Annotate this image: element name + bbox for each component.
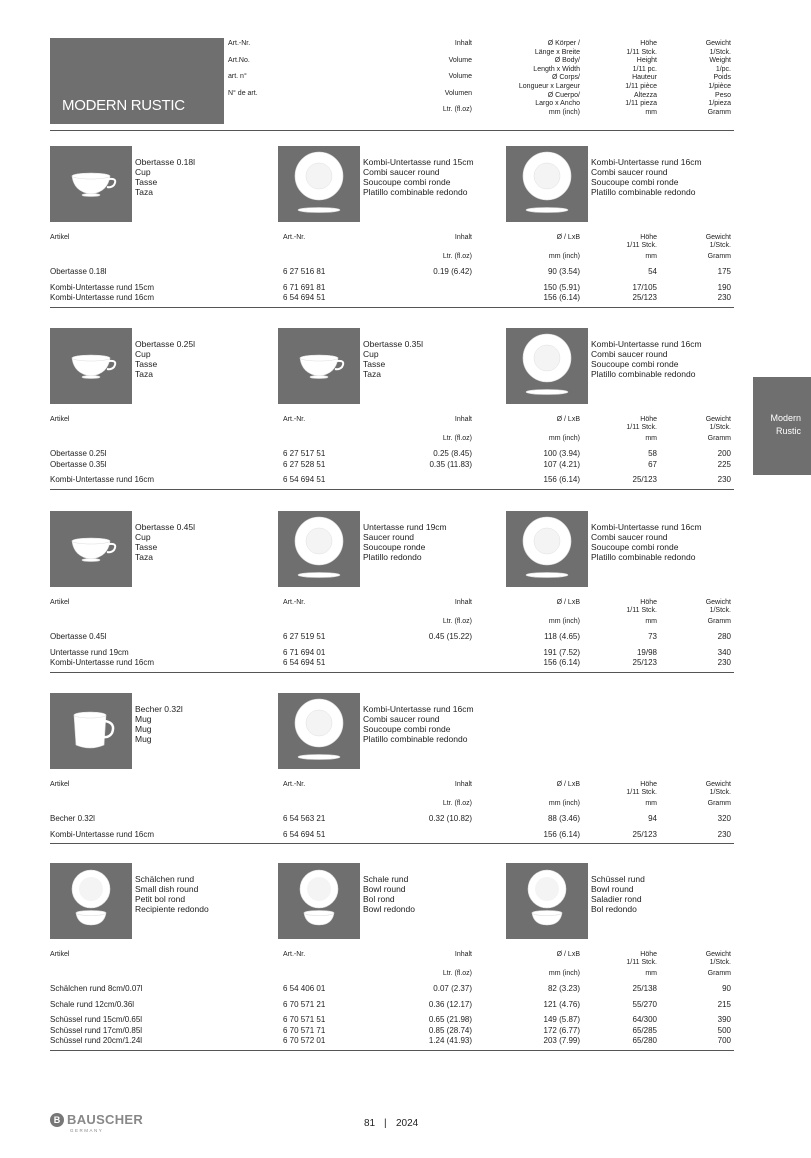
product-name-block — [363, 704, 474, 744]
unit-mm: mm — [645, 800, 657, 807]
product-name: Obertasse 0.25l — [135, 339, 196, 349]
product-translation: Bowl redondo — [363, 904, 415, 914]
col-hoehe-sub: 1/11 Stck. — [626, 242, 657, 249]
row-diameter: 156 (6.14) — [543, 658, 580, 667]
row-artnr: 6 27 517 51 — [283, 449, 326, 458]
product-name: Schälchen rund — [135, 874, 195, 884]
row-weight: 320 — [717, 814, 731, 823]
row-weight: 500 — [717, 1025, 731, 1035]
cup-icon — [50, 146, 132, 222]
product-name-block — [591, 339, 702, 379]
col-gewicht: Gewicht — [705, 951, 731, 958]
row-height: 65/285 — [632, 1025, 657, 1035]
collection-title: MODERN RUSTIC — [62, 97, 185, 114]
product-translation: Platillo combinable redondo — [591, 552, 696, 562]
col-artnr: Art.-Nr. — [283, 416, 306, 423]
row-artnr: 6 54 563 21 — [283, 814, 326, 823]
unit-gramm: Gramm — [707, 253, 731, 260]
row-height: 25/123 — [632, 829, 657, 839]
row-weight: 340 — [717, 647, 731, 657]
product-translation: Platillo combinable redondo — [363, 187, 468, 197]
row-diameter: 156 (6.14) — [543, 829, 580, 839]
saucer-icon — [506, 146, 588, 222]
header-divider — [50, 130, 734, 131]
product-translation: Small dish round — [135, 884, 199, 894]
product-translation: Cup — [363, 349, 379, 359]
unit-ltr: Ltr. (fl.oz) — [442, 970, 472, 977]
row-diameter: 90 (3.54) — [547, 267, 580, 276]
row-height: 54 — [648, 267, 657, 276]
row-artnr: 6 27 516 81 — [283, 267, 326, 276]
product-translation: Platillo combinable redondo — [591, 369, 696, 379]
unit-mm: mm — [645, 618, 657, 625]
col-gewicht: Gewicht — [705, 599, 731, 606]
row-article: Becher 0.32l — [50, 814, 95, 823]
product-name: Schüssel rund — [591, 874, 645, 884]
row-artnr: 6 27 519 51 — [283, 632, 326, 641]
col-gewicht-sub: 1/Stck. — [709, 607, 731, 614]
product-translation: Combi saucer round — [591, 167, 668, 177]
product-name: Kombi-Untertasse rund 16cm — [591, 522, 702, 532]
product-translation: Bowl round — [591, 884, 634, 894]
unit-gramm: Gramm — [707, 618, 731, 625]
row-volume: 0.35 (11.83) — [429, 459, 472, 469]
row-artnr: 6 70 571 21 — [283, 999, 326, 1009]
product-translation: Mug — [135, 714, 152, 724]
row-diameter: 82 (3.23) — [547, 984, 580, 993]
row-volume: 0.36 (12.17) — [428, 999, 472, 1009]
product-name-block — [591, 157, 702, 197]
product-translation: Tasse — [135, 177, 158, 187]
section-divider — [50, 843, 734, 844]
product-translation: Cup — [135, 349, 151, 359]
cup-icon — [278, 328, 360, 404]
row-volume: 0.07 (2.37) — [433, 984, 472, 993]
row-height: 25/123 — [632, 658, 657, 667]
col-gewicht: Gewicht — [705, 781, 731, 788]
product-name-block — [591, 874, 645, 914]
row-height: 58 — [648, 449, 657, 458]
unit-ltr: Ltr. (fl.oz) — [442, 253, 472, 260]
section-divider — [50, 307, 734, 308]
unit-mm-inch: mm (inch) — [548, 800, 580, 807]
product-name: Kombi-Untertasse rund 16cm — [591, 339, 702, 349]
saucer-icon — [278, 511, 360, 587]
col-hoehe-sub: 1/11 Stck. — [626, 959, 657, 966]
header-inhalt: Inhalt Volume Volume Volumen Ltr. (fl.oz) — [442, 40, 472, 114]
row-artnr: 6 71 691 81 — [283, 282, 326, 292]
col-hoehe: Höhe — [640, 599, 657, 606]
row-article: Kombi-Untertasse rund 16cm — [50, 658, 155, 667]
row-height: 25/123 — [632, 293, 657, 302]
product-translation: Taza — [135, 187, 153, 197]
row-weight: 230 — [717, 475, 731, 484]
row-article: Schüssel rund 17cm/0.85l — [50, 1025, 143, 1035]
col-inhalt: Inhalt — [454, 599, 472, 606]
col-artikel: Artikel — [50, 781, 70, 788]
product-translation: Tasse — [363, 359, 386, 369]
product-translation: Mug — [135, 734, 152, 744]
collection-title-box — [50, 38, 224, 124]
col-artikel: Artikel — [50, 416, 70, 423]
side-tab-modern-rustic[interactable] — [753, 377, 811, 475]
row-height: 55/270 — [632, 999, 657, 1009]
row-weight: 700 — [717, 1036, 731, 1045]
product-name: Kombi-Untertasse rund 16cm — [363, 704, 474, 714]
row-artnr: 6 54 694 51 — [283, 658, 326, 667]
saucer-icon — [278, 146, 360, 222]
row-height: 67 — [648, 459, 657, 469]
row-artnr: 6 27 528 51 — [283, 459, 326, 469]
product-translation: Soucoupe ronde — [363, 542, 426, 552]
bauscher-logo — [50, 1112, 144, 1133]
row-artnr: 6 71 694 01 — [283, 647, 326, 657]
unit-mm: mm — [645, 253, 657, 260]
row-article: Schüssel rund 15cm/0.65l — [50, 1015, 143, 1024]
col-gewicht: Gewicht — [705, 234, 731, 241]
row-weight: 175 — [717, 267, 731, 276]
side-tab-line1: Modern — [770, 413, 801, 423]
col-gewicht: Gewicht — [705, 416, 731, 423]
product-name-block — [363, 339, 423, 379]
side-tab-line2: Rustic — [775, 426, 801, 436]
header-artnr: Art.-Nr. Art.No. art. n° N° de art. — [228, 40, 258, 97]
unit-ltr: Ltr. (fl.oz) — [442, 435, 472, 442]
product-translation: Soucoupe combi ronde — [591, 177, 679, 187]
col-artnr: Art.-Nr. — [283, 599, 306, 606]
row-diameter: 203 (7.99) — [543, 1036, 580, 1045]
unit-gramm: Gramm — [707, 970, 731, 977]
product-translation: Bol redondo — [591, 904, 637, 914]
unit-mm-inch: mm (inch) — [548, 970, 580, 977]
row-article: Obertasse 0.18l — [50, 267, 107, 276]
col-gewicht-sub: 1/Stck. — [709, 959, 731, 966]
row-artnr: 6 70 572 01 — [283, 1036, 326, 1045]
row-diameter: 121 (4.76) — [543, 999, 580, 1009]
product-name: Untertasse rund 19cm — [363, 522, 447, 532]
product-translation: Mug — [135, 724, 152, 734]
unit-mm: mm — [645, 970, 657, 977]
col-diameter: Ø / LxB — [556, 599, 580, 606]
row-article: Untertasse rund 19cm — [50, 647, 129, 657]
product-name-block — [135, 157, 195, 197]
unit-ltr: Ltr. (fl.oz) — [442, 618, 472, 625]
col-inhalt: Inhalt — [454, 416, 472, 423]
col-gewicht-sub: 1/Stck. — [709, 424, 731, 431]
row-article: Obertasse 0.45l — [50, 632, 107, 641]
row-volume: 0.85 (28.74) — [428, 1025, 472, 1035]
row-weight: 230 — [717, 658, 731, 667]
product-translation: Soucoupe combi ronde — [363, 177, 451, 187]
col-hoehe-sub: 1/11 Stck. — [626, 424, 657, 431]
cup-icon — [50, 328, 132, 404]
section-divider — [50, 1050, 734, 1051]
row-artnr: 6 54 694 51 — [283, 475, 326, 484]
row-artnr: 6 70 571 51 — [283, 1015, 326, 1024]
unit-gramm: Gramm — [707, 435, 731, 442]
col-diameter: Ø / LxB — [556, 951, 580, 958]
row-article: Schüssel rund 20cm/1.24l — [50, 1036, 143, 1045]
col-inhalt: Inhalt — [454, 951, 472, 958]
product-name-block — [135, 339, 195, 379]
product-translation: Taza — [135, 369, 153, 379]
product-translation: Combi saucer round — [591, 349, 668, 359]
product-translation: Recipiente redondo — [135, 904, 209, 914]
product-name: Becher 0.32l — [135, 704, 183, 714]
row-weight: 190 — [717, 282, 731, 292]
product-translation: Cup — [135, 532, 151, 542]
row-volume: 0.32 (10.82) — [428, 814, 472, 823]
product-translation: Taza — [363, 369, 381, 379]
row-article: Kombi-Untertasse rund 16cm — [50, 475, 155, 484]
row-volume: 0.19 (6.42) — [433, 267, 472, 276]
product-translation: Cup — [135, 167, 151, 177]
row-height: 25/138 — [632, 984, 657, 993]
header-diameter: Ø Körper / Länge x Breite Ø Body/ Length x Width Ø Corps/ Longueur x Largeur Ø Cuerpo/ Largo x Ancho mm (inch) — [518, 40, 580, 116]
col-artnr: Art.-Nr. — [283, 951, 306, 958]
saucer-icon — [278, 693, 360, 769]
product-translation: Taza — [135, 552, 153, 562]
product-name: Schale rund — [363, 874, 409, 884]
col-hoehe: Höhe — [640, 951, 657, 958]
cup-icon — [50, 511, 132, 587]
row-weight: 225 — [717, 459, 731, 469]
col-diameter: Ø / LxB — [556, 781, 580, 788]
product-name-block — [363, 874, 415, 914]
product-translation: Combi saucer round — [363, 714, 440, 724]
row-weight: 230 — [717, 829, 731, 839]
row-height: 64/300 — [632, 1015, 657, 1024]
row-volume: 1.24 (41.93) — [428, 1036, 472, 1045]
row-article: Obertasse 0.25l — [50, 449, 107, 458]
product-translation: Platillo combinable redondo — [363, 734, 468, 744]
product-name: Obertasse 0.18l — [135, 157, 196, 167]
col-inhalt: Inhalt — [454, 781, 472, 788]
row-weight: 90 — [722, 984, 731, 993]
row-height: 17/105 — [632, 282, 657, 292]
row-volume: 0.25 (8.45) — [433, 449, 472, 458]
row-volume: 0.45 (15.22) — [428, 632, 472, 641]
row-article: Kombi-Untertasse rund 15cm — [50, 282, 155, 292]
product-name-block — [363, 157, 474, 197]
product-translation: Soucoupe combi ronde — [591, 359, 679, 369]
unit-ltr: Ltr. (fl.oz) — [442, 800, 472, 807]
row-article: Obertasse 0.35l — [50, 459, 107, 469]
product-name-block — [135, 522, 195, 562]
row-height: 25/123 — [632, 475, 657, 484]
row-article: Schale rund 12cm/0.36l — [50, 999, 135, 1009]
col-hoehe: Höhe — [640, 234, 657, 241]
footer-separator: | — [384, 1118, 387, 1129]
header-hoehe: Höhe 1/11 Stck. Height 1/11 pc. Hauteur 1/11 pièce Altezza 1/11 pieza mm — [625, 40, 657, 116]
product-translation: Bol rond — [363, 894, 395, 904]
unit-mm-inch: mm (inch) — [548, 253, 580, 260]
product-translation: Tasse — [135, 542, 158, 552]
product-name-block — [135, 704, 183, 744]
row-article: Schälchen rund 8cm/0.07l — [50, 984, 143, 993]
row-article: Kombi-Untertasse rund 16cm — [50, 293, 155, 302]
unit-gramm: Gramm — [707, 800, 731, 807]
row-height: 94 — [648, 814, 657, 823]
row-diameter: 172 (6.77) — [543, 1025, 580, 1035]
bauscher-logo-mark: B — [50, 1113, 64, 1127]
row-weight: 200 — [717, 449, 731, 458]
col-artikel: Artikel — [50, 599, 70, 606]
row-diameter: 156 (6.14) — [543, 293, 580, 302]
row-weight: 280 — [717, 632, 731, 641]
bauscher-logo-text: BAUSCHER — [67, 1112, 144, 1127]
col-artikel: Artikel — [50, 234, 70, 241]
section-divider — [50, 672, 734, 673]
row-diameter: 156 (6.14) — [543, 475, 580, 484]
row-weight: 215 — [717, 999, 731, 1009]
row-diameter: 150 (5.91) — [543, 282, 580, 292]
section-divider — [50, 489, 734, 490]
row-diameter: 100 (3.94) — [543, 449, 580, 458]
col-artikel: Artikel — [50, 951, 70, 958]
col-artnr: Art.-Nr. — [283, 781, 306, 788]
product-translation: Platillo combinable redondo — [591, 187, 696, 197]
product-name: Kombi-Untertasse rund 16cm — [591, 157, 702, 167]
row-volume: 0.65 (21.98) — [428, 1015, 472, 1024]
row-artnr: 6 70 571 71 — [283, 1025, 326, 1035]
row-article: Kombi-Untertasse rund 16cm — [50, 829, 155, 839]
footer-year: 2024 — [396, 1118, 419, 1129]
bowl-icon — [278, 863, 360, 939]
row-artnr: 6 54 406 01 — [283, 984, 326, 993]
product-translation: Combi saucer round — [591, 532, 668, 542]
bauscher-logo-subtext: GERMANY — [70, 1128, 104, 1133]
bowl-icon — [50, 863, 132, 939]
col-diameter: Ø / LxB — [556, 234, 580, 241]
product-translation: Combi saucer round — [363, 167, 440, 177]
unit-mm-inch: mm (inch) — [548, 618, 580, 625]
product-name-block — [591, 522, 702, 562]
unit-mm-inch: mm (inch) — [548, 435, 580, 442]
product-translation: Tasse — [135, 359, 158, 369]
product-translation: Saladier rond — [591, 894, 642, 904]
col-hoehe-sub: 1/11 Stck. — [626, 789, 657, 796]
row-height: 65/280 — [632, 1036, 657, 1045]
row-weight: 390 — [717, 1015, 731, 1024]
product-translation: Soucoupe combi ronde — [363, 724, 451, 734]
row-diameter: 191 (7.52) — [543, 647, 580, 657]
row-diameter: 118 (4.65) — [544, 632, 580, 641]
unit-mm: mm — [645, 435, 657, 442]
row-artnr: 6 54 694 51 — [283, 829, 326, 839]
row-height: 73 — [648, 632, 657, 641]
product-translation: Soucoupe combi ronde — [591, 542, 679, 552]
header-gewicht: Gewicht 1/Stck. Weight 1/pc. Poids 1/pièce Peso 1/pieza Gramm — [705, 40, 731, 116]
col-hoehe: Höhe — [640, 416, 657, 423]
mug-icon — [50, 693, 132, 769]
row-height: 19/98 — [636, 647, 657, 657]
row-artnr: 6 54 694 51 — [283, 293, 326, 302]
page-number: 81 — [364, 1118, 376, 1129]
col-inhalt: Inhalt — [454, 234, 472, 241]
product-translation: Bowl round — [363, 884, 406, 894]
col-diameter: Ø / LxB — [556, 416, 580, 423]
col-gewicht-sub: 1/Stck. — [709, 242, 731, 249]
product-translation: Platillo redondo — [363, 552, 422, 562]
col-hoehe-sub: 1/11 Stck. — [626, 607, 657, 614]
row-diameter: 88 (3.46) — [547, 814, 580, 823]
product-name-block — [363, 522, 447, 562]
saucer-icon — [506, 511, 588, 587]
product-name: Obertasse 0.35l — [363, 339, 424, 349]
col-gewicht-sub: 1/Stck. — [709, 789, 731, 796]
bowl-icon — [506, 863, 588, 939]
row-weight: 230 — [717, 293, 731, 302]
product-translation: Petit bol rond — [135, 894, 186, 904]
product-name: Obertasse 0.45l — [135, 522, 196, 532]
col-hoehe: Höhe — [640, 781, 657, 788]
product-translation: Saucer round — [363, 532, 415, 542]
saucer-icon — [506, 328, 588, 404]
col-artnr: Art.-Nr. — [283, 234, 306, 241]
row-diameter: 107 (4.21) — [543, 459, 580, 469]
row-diameter: 149 (5.87) — [543, 1015, 580, 1024]
product-name: Kombi-Untertasse rund 15cm — [363, 157, 474, 167]
product-name-block — [135, 874, 209, 914]
